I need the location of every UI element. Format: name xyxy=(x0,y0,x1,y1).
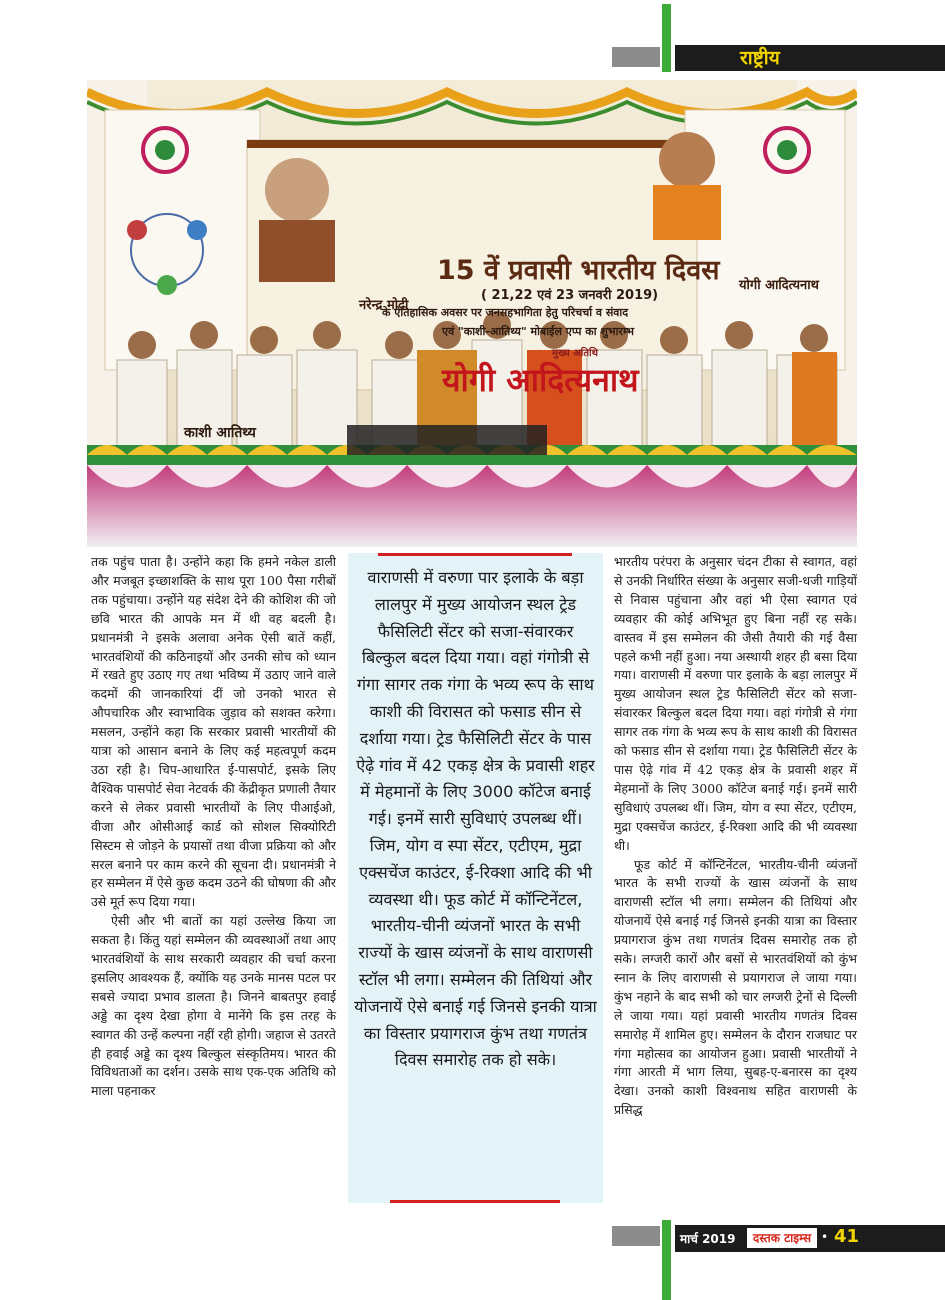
banner-sign-text: काशी आतिथ्य xyxy=(184,425,256,441)
pull-quote-text: वाराणसी में वरुणा पार इलाके के बड़ा लालपुर में मुख्य आयोजन स्थल ट्रेड फैसिलिटी सेंटर को सजा-संवारकर बिल्कुल बदल दिया गया। वहां गंगोत्री से गंगा सागर तक गंगा के भव्य रूप के साथ काशी की विरासत को फसाड सीन से दर्शाया गया। ट्रेड फैसिलिटी सेंटर के पास ऐढ़े गांव में 42 एकड़ क्षेत्र के प्रवासी शहर में मेहमानों के लिए 3000 कॉटेज बनाई गई। इनमें सारी सुविधाएं उपलब्ध थीं। जिम, योग व स्पा सेंटर, एटीएम, मुद्रा एक्सचेंज काउंटर, ई-रिक्शा आदि की भी व्यवस्था थी। फूड कोर्ट में कॉन्टिनेंटल, भारतीय-चीनी व्यंजनों भारत के सभी राज्यों के खास व्यंजनों के साथ वाराणसी स्टॉल भी लगा। सम्मेलन की तिथियां और योजनायें ऐसे बनाई गई जिनसे इनकी यात्रा का विस्तार प्रयागराज कुंभ तथा गणतंत्र दिवस समारोह तक हो सके। xyxy=(354,568,597,1070)
event-photo xyxy=(87,80,857,547)
banner-chief-name: योगी आदित्यनाथ xyxy=(442,361,639,399)
pull-quote-top-rule xyxy=(378,553,572,556)
banner-subtitle-2: एवं "काशी-आतिथ्य" मोबाईल एप्प का शुभारम्भ xyxy=(442,325,635,338)
footer-grey-block xyxy=(612,1226,660,1246)
banner-subtitle-1: के ऐतिहासिक अवसर पर जनसहभागिता हेतु परिचर्चा व संवाद xyxy=(382,306,629,319)
header-green-bar xyxy=(662,4,671,72)
banner-title: 15 वें प्रवासी भारतीय दिवस xyxy=(437,255,720,286)
banner-right-name: योगी आदित्यनाथ xyxy=(739,278,819,293)
footer-brand-logo xyxy=(747,1228,817,1248)
article-left-column xyxy=(91,553,336,1101)
banner-left-name: नरेन्द्र मोदी xyxy=(359,298,409,313)
section-label: राष्ट्रीय xyxy=(740,47,780,69)
page-number: 41 xyxy=(834,1226,860,1247)
right-paragraph-1: भारतीय परंपरा के अनुसार चंदन टीका से स्वागत, वहां से उनकी निर्धारित संख्या के अनुसार सजी-धजी गाड़ियों से निवास पहुंचाना और वहां भी ऐसा स्वागत एवं व्यवहार की कोई अभिभूत हुए बिना नहीं रह सके। वास्तव में इस सम्मेलन की जैसी तैयारी की गई वैसा पहले कभी नहीं हुआ। नया अस्थायी शहर ही बसा दिया गया। वाराणसी में वरुणा पार इलाके के बड़ा लालपुर में मुख्य आयोजन स्थल ट्रेड फैसिलिटी सेंटर को सजा-संवारकर बिल्कुल बदल दिया गया। वहां गंगोत्री से गंगा सागर तक गंगा के भव्य रूप के साथ काशी की विरासत को फसाड सीन से दर्शाया गया। ट्रेड फैसिलिटी सेंटर के पास ऐढ़े गांव में 42 एकड़ क्षेत्र के प्रवासी शहर में मेहमानों के लिए 3000 कॉटेज बनाई गई। इनमें सारी सुविधाएं उपलब्ध थीं। जिम, योग व स्पा सेंटर, एटीएम, मुद्रा एक्सचेंज काउंटर, ई-रिक्शा आदि की भी व्यवस्था थी। xyxy=(614,554,857,853)
banner-chief-label: मुख्य अतिथि xyxy=(552,348,599,359)
footer-bullet: • xyxy=(821,1230,829,1244)
footer-green-bar xyxy=(662,1220,671,1300)
right-paragraph-2: फूड कोर्ट में कॉन्टिनेंटल, भारतीय-चीनी व्यंजनों भारत के सभी राज्यों के खास व्यंजनों के साथ वाराणसी स्टॉल भी लगा। सम्मेलन की तिथियां और योजनायें ऐसे बनाई गई जिनसे इनकी यात्रा का विस्तार प्रयागराज कुंभ तथा गणतंत्र दिवस समारोह तक हो सके। लग्जरी कारों और बसों से भारतवंशियों को कुंभ स्नान के लिए वाराणसी से प्रयागराज ले जाया गया। कुंभ नहाने के बाद सभी को चार लग्जरी ट्रेनों से दिल्ली ले जाया गया। यहां प्रवासी भारतीय गणतंत्र दिवस समारोह में शामिल हुए। सम्मेलन के दौरान राजघाट पर गंगा महोत्सव का आयोजन हुआ। प्रवासी भारतीयों ने गंगा आरती में भाग लिया, सुबह-ए-बनारस का दृश्य देखा। उनको काशी विश्वनाथ सहित वाराणसी के प्रसिद्ध xyxy=(614,856,857,1118)
footer-issue-month: मार्च 2019 xyxy=(680,1232,736,1246)
banner-dates: ( 21,22 एवं 23 जनवरी 2019) xyxy=(481,288,659,303)
pull-quote-bottom-rule xyxy=(390,1200,560,1203)
footer-brand-text: दस्तक टाइम्स xyxy=(752,1231,812,1245)
header-grey-block xyxy=(612,47,660,67)
article-right-column xyxy=(614,553,857,1120)
header-section-bar xyxy=(675,45,945,71)
left-paragraph-2: ऐसी और भी बातों का यहां उल्लेख किया जा सकता है। किंतु यहां सम्मेलन की व्यवस्थाओं तथा आए भारतवंशियों के साथ सरकारी व्यवहार की चर्चा करना इसलिए आवश्यक हैं, क्योंकि यह उनके मानस पटल पर सबसे ज्यादा प्रभाव डालता है। जिनने बाबतपुर हवाई अड्डे का दृश्य देखा होगा वे मानेंगे कि इस तरह के स्वागत की उन्हें कल्पना नहीं रही होगी। जहाज से उतरते ही हवाई अड्डे का दृश्य बिल्कुल संस्कृतिमय। भारत की विविधताओं का दर्शन। उसके साथ एक-एक अतिथि को माला पहनाकर xyxy=(91,913,336,1099)
left-paragraph-1: तक पहुंच पाता है। उन्होंने कहा कि हमने नकेल डाली और मजबूत इच्छाशक्ति के साथ पूरा 100 पैसा गरीबों तक पहुंचाया। उन्होंने यह संदेश देने की कोशिश की जो छवि भारत की आपके मन में थी वह बदली है। प्रधानमंत्री ने इसके अलावा अनेक ऐसी बातें कहीं, भारतवंशियों की कठिनाइयों और उनकी सोच को ध्यान में रखते हुए उठाए गए तथा भविष्य में उठाए जाने वाले कदमों की जानकारियां दीं जो उनको भारत से औपचारिक और स्वाभाविक जुड़ाव को सशक्त करेगा। मसलन, उन्होंने कहा कि सरकार प्रवासी भारतीयों की यात्रा को आसान बनाने के लिए कई महत्वपूर्ण कदम उठा रही है। चिप-आधारित ई-पासपोर्ट, इसके लिए वैश्विक पासपोर्ट सेवा नेटवर्क की केंद्रीकृत प्रणाली तैयार करने से लेकर प्रवासी भारतीयों के लिए पीआईओ, वीजा और ओसीआई कार्ड को सोशल सिक्योरिटी सिस्टम से जोड़ने के प्रयासों तथा वीजा प्रक्रिया को और सरल बनाने पर काम करने की सूचना दी। प्रधानमंत्री ने हर सम्मेलन में ऐसे कुछ कदम उठने की घोषणा की और उसे मूर्त रूप दिया गया। xyxy=(91,554,336,910)
